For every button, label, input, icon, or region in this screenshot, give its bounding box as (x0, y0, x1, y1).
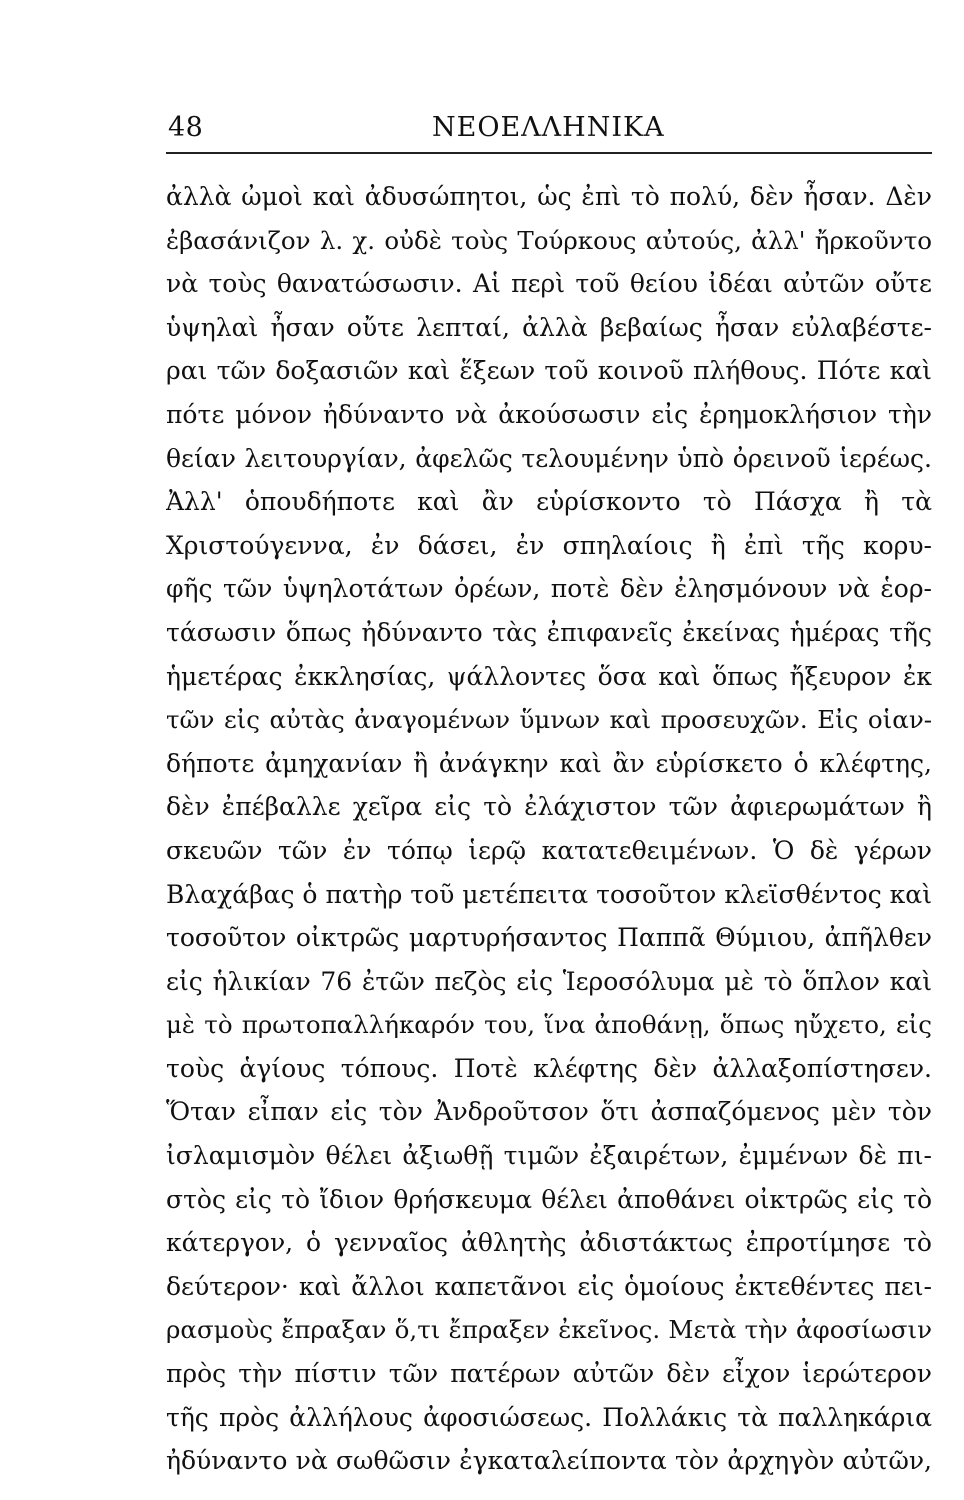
text-line: Χριστούγεννα, ἐν δάσει, ἐν σπηλαίοις ἢ ἐπὶ τῆς κορυ- (166, 530, 932, 560)
text-line: ραι τῶν δοξασιῶν καὶ ἕξεων τοῦ κοινοῦ πλήθους. Πότε καὶ (166, 356, 932, 386)
page-number: 48 (168, 112, 204, 143)
text-line: μὲ τὸ πρωτοπαλλήκαρόν του, ἵνα ἀποθάνῃ, ὅπως ηὔχετο, εἰς (166, 1010, 932, 1040)
text-line: τῆς πρὸς ἀλλήλους ἀφοσιώσεως. Πολλάκις τὰ παλληκάρια (166, 1402, 932, 1432)
text-line: σκευῶν τῶν ἐν τόπῳ ἱερῷ κατατεθειμένων. Ὁ δὲ γέρων (166, 835, 932, 865)
text-line: ἀλλὰ ὠμοὶ καὶ ἀδυσώπητοι, ὡς ἐπὶ τὸ πολύ, δὲν ἦσαν. Δὲν (166, 182, 932, 211)
text-line: τοὺς ἁγίους τόπους. Ποτὲ κλέφτης δὲν ἀλλαξοπίστησεν. (166, 1053, 932, 1083)
page-header (168, 112, 930, 152)
text-line: τάσωσιν ὅπως ἠδύναντο τὰς ἐπιφανεῖς ἐκείνας ἡμέρας τῆς (166, 617, 932, 647)
text-line: δήποτε ἀμηχανίαν ἢ ἀνάγκην καὶ ἂν εὑρίσκετο ὁ κλέφτης, (166, 748, 932, 778)
header-rule (166, 152, 932, 154)
text-line: τῶν εἰς αὐτὰς ἀναγομένων ὕμνων καὶ προσευχῶν. Εἰς οἱαν- (166, 705, 932, 735)
text-line: ὑψηλαὶ ἦσαν οὔτε λεπταί, ἀλλὰ βεβαίως ἦσαν εὐλαβέστε- (166, 312, 932, 342)
text-line: νὰ τοὺς θανατώσωσιν. Αἱ περὶ τοῦ θείου ἰδέαι αὐτῶν οὔτε (166, 269, 932, 299)
text-line: ἠδύναντο νὰ σωθῶσιν ἐγκαταλείποντα τὸν ἀρχηγὸν αὐτῶν, (166, 1446, 932, 1476)
text-line: εἰς ἡλικίαν 76 ἐτῶν πεζὸς εἰς Ἱεροσόλυμα μὲ τὸ ὅπλον καὶ (166, 966, 932, 996)
running-title: ΝΕΟΕΛΛΗΝΙΚΑ (432, 112, 665, 143)
text-line: κάτεργον, ὁ γενναῖος ἀθλητὴς ἀδιστάκτως ἐπροτίμησε τὸ (166, 1228, 932, 1258)
body-text (166, 175, 932, 1483)
text-line: φῆς τῶν ὑψηλοτάτων ὀρέων, ποτὲ δὲν ἐλησμόνουν νὰ ἑορ- (166, 574, 932, 604)
text-line: πότε μόνον ἠδύναντο νὰ ἀκούσωσιν εἰς ἐρημοκλήσιον τὴν (166, 399, 932, 429)
text-line: τοσοῦτον οἰκτρῶς μαρτυρήσαντος Παππᾶ Θύμιου, ἀπῆλθεν (166, 923, 932, 953)
text-line: Ἀλλ' ὁπουδήποτε καὶ ἂν εὑρίσκοντο τὸ Πάσχα ἢ τὰ (166, 487, 932, 517)
text-line: ἡμετέρας ἐκκλησίας, ψάλλοντες ὅσα καὶ ὅπως ἤξευρον ἐκ (166, 661, 932, 691)
text-line: πρὸς τὴν πίστιν τῶν πατέρων αὐτῶν δὲν εἶχον ἱερώτερον (166, 1359, 932, 1389)
text-line: θείαν λειτουργίαν, ἀφελῶς τελουμένην ὑπὸ ὀρεινοῦ ἱερέως. (166, 443, 932, 473)
text-line: δεύτερον· καὶ ἄλλοι καπετᾶνοι εἰς ὁμοίους ἐκτεθέντες πει- (166, 1271, 932, 1301)
text-line: Βλαχάβας ὁ πατὴρ τοῦ μετέπειτα τοσοῦτον κλεϊσθέντος καὶ (166, 879, 932, 909)
text-line: Ὅταν εἶπαν εἰς τὸν Ἀνδροῦτσον ὅτι ἀσπαζόμενος μὲν τὸν (166, 1097, 932, 1127)
text-line: δὲν ἐπέβαλλε χεῖρα εἰς τὸ ἐλάχιστον τῶν ἀφιερωμάτων ἢ (166, 792, 932, 822)
text-line: στὸς εἰς τὸ ἴδιον θρήσκευμα θέλει ἀποθάνει οἰκτρῶς εἰς τὸ (166, 1184, 932, 1214)
text-line: ρασμοὺς ἔπραξαν ὅ,τι ἔπραξεν ἐκεῖνος. Μετὰ τὴν ἀφοσίωσιν (166, 1315, 932, 1345)
text-line: ἐβασάνιζον λ. χ. οὐδὲ τοὺς Τούρκους αὐτούς, ἀλλ' ἤρκοῦντο (166, 225, 932, 255)
text-line: ἰσλαμισμὸν θέλει ἀξιωθῇ τιμῶν ἐξαιρέτων, ἐμμένων δὲ πι- (166, 1141, 932, 1171)
